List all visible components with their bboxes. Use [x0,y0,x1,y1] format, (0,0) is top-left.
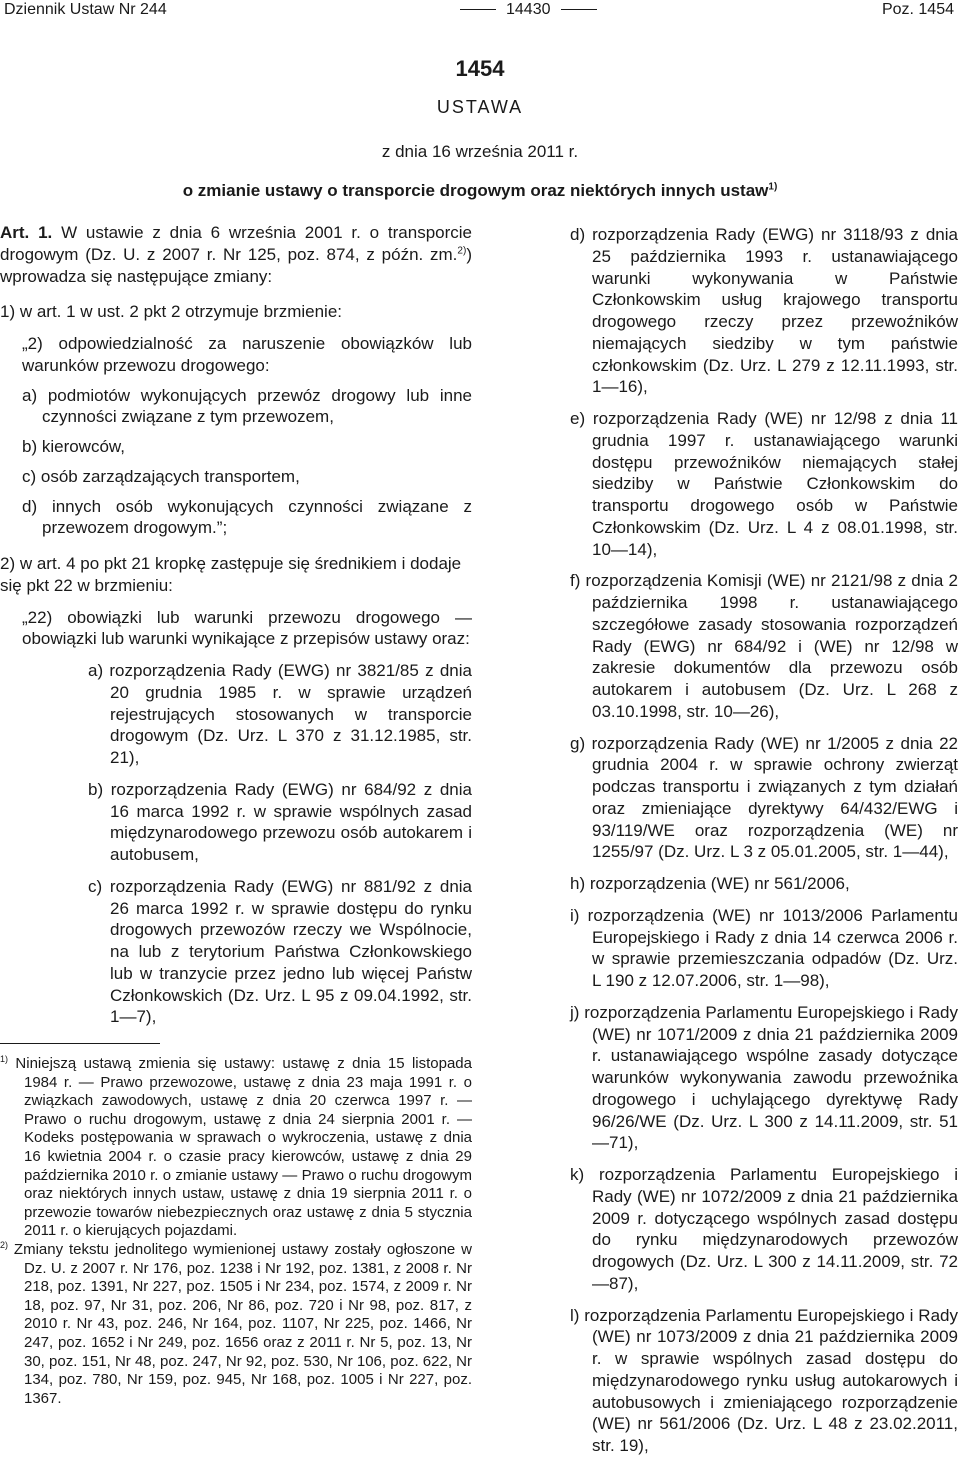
document-type: USTAWA [436,97,524,117]
point-2-item-a: a) rozporządzenia Rady (EWG) nr 3821/85 z dnia 20 grudnia 1985 r. w sprawie urządzeń rejestrujących stosowanych w transporcie drogowym (Dz. Urz. L 370 z 31.12.1985, str. 21), [88,661,472,767]
footnotes [0,1055,472,1408]
point-1-item-b: b) kierowców, [22,437,125,456]
document-title [0,180,960,202]
page-number [450,0,607,20]
point-1: 1) w art. 1 w ust. 2 pkt 2 otrzymuje brzmienie: [0,302,343,322]
left-column [0,222,472,1028]
point-1-quote: „2) odpowiedzialność za naruszenie obowiązków lub warunków przewozu drogowego: [22,334,472,375]
point-1-item-a: a) podmiotów wykonujących przewóz drogowy lub inne czynności związane z tym przewozem, [22,385,472,427]
document-date: z dnia 16 września 2011 r. [381,142,579,161]
page-header [0,0,960,22]
point-2: 2) w art. 4 po pkt 21 kropkę zastępuje się średnikiem i dodaje się pkt 22 w brzmieniu: [0,554,462,595]
list-item-h: h) rozporządzenia (WE) nr 561/2006, [570,874,850,893]
footnote-1 [0,1055,472,1241]
list-item-i: i) rozporządzenia (WE) nr 1013/2006 Parlamentu Europejskiego i Rady z dnia 14 czerwca 2006 r. w sprawie przemieszczania odpadów (Dz. Urz. L 190 z 12.07.2006, str. 1—98), [570,905,958,990]
list-item-g: g) rozporządzenia Rady (WE) nr 1/2005 z dnia 22 grudnia 2004 r. w sprawie ochrony zwierząt podczas transportu i związanych z tym działań oraz zmieniające dyrektywy 64/432/EWG i 93/119/WE oraz rozporządzenia (WE) nr 1255/97 (Dz. Urz. L 3 z 05.01.2005, str. 1—44), [570,733,958,862]
footnote-ref-1: 1) [768,181,778,193]
point-2-item-c: c) rozporządzenia Rady (EWG) nr 881/92 z dnia 26 marca 1992 r. w sprawie dostępu do rynku drogowych przewozów rzeczy we Wspólnocie, na lub z terytorium Państwa Członkowskiego lub w tranzycie przez jedno lub więcej Państw Członkowskich (Dz. Urz. L 95 z 09.04.1992, str. 1—7), [88,876,472,1027]
document-title-text: o zmianie ustawy o transporcie drogowym oraz niektórych innych ustaw [182,181,769,200]
journal-name: Dziennik Ustaw Nr 244 [4,1,167,18]
list-item-k: k) rozporządzenia Parlamentu Europejskiego i Rady (WE) nr 1072/2009 z dnia 21 października 2009 r. dotyczącego wspólnych zasad dostępu do rynku międzynarodowych przewozów drogowych (Dz. Urz. L 300 z 14.11.2009, str. 72—87), [570,1165,958,1293]
document-number: 1454 [455,56,505,81]
footnote-2-text: Zmiany tekstu jednolitego wymienionej ustawy zostały ogłoszone w Dz. U. z 2007 r. Nr 176, poz. 1238 i Nr 192, poz. 1381, z 2008 r. Nr 218, poz. 1391, Nr 227, poz. 1505 i Nr 234, poz. 1574, z 2009 r. Nr 18, poz. 97, Nr 31, poz. 206, Nr 86, poz. 720 i Nr 98, poz. 817, z 2010 r. Nr 43, poz. 246, Nr 164, poz. 1107, Nr 225, poz. 1466, Nr 247, poz. 1652 i Nr 249, poz. 1656 oraz z 2011 r. Nr 5, poz. 13, Nr 30, poz. 151, Nr 48, poz. 247, Nr 92, poz. 530, Nr 106, poz. 622, Nr 134, poz. 780, Nr 159, poz. 945, Nr 168, poz. 1005 i Nr 227, poz. 1367. [13,1240,472,1407]
page-number-text: 14430 [506,1,551,18]
point-2-quote: „22) obowiązki lub warunki przewozu drogowego — obowiązki lub warunki wynikające z przepisów ustawy oraz: [22,607,472,649]
list-item-f: f) rozporządzenia Komisji (WE) nr 2121/98 z dnia 2 października 1998 r. ustanawiającego szczegółowe zasady stosowania rozporządzeń Rady (EWG) nr 684/92 i (WE) nr 12/98 w zakresie dokumentów dla przewozu osób autokarem i autobusem (Dz. Urz. L 268 z 03.10.1998, str. 10—26), [570,571,958,721]
dash-rule-left [460,9,496,10]
article-label: Art. 1. [0,223,53,242]
list-item-d: d) rozporządzenia Rady (EWG) nr 3118/93 z dnia 25 października 1993 r. ustanawiającego warunki wykonywania w Państwie Członkowskim usług krajowego transportu drogowego rzeczy przez przewoźników niemających siedziby w tym państwie członkowskim (Dz. Urz. L 279 z 12.11.1993, str. 1—16), [570,225,958,397]
list-item-e: e) rozporządzenia Rady (WE) nr 12/98 z dnia 11 grudnia 1997 r. ustanawiającego warunki dostępu przewoźników niemających stałej siedziby w Państwie Członkowskim do transportu drogowego osób w Państwie Członkowskim (Dz. Urz. L 4 z 08.01.1998, str. 10—14), [570,409,958,559]
intro-text-b: ) wprowadza się następujące zmiany: [0,244,472,286]
list-item-j: j) rozporządzenia Parlamentu Europejskiego i Rady (WE) nr 1071/2009 z dnia 21 października 2009 r. ustanawiającego wspólne zasady dotyczące warunków wykonywania zawodu przewoźnika drogowego i uchylającego dyrektywę Rady 96/26/WE (Dz. Urz. L 300 z 14.11.2009, str. 51—71), [570,1002,958,1153]
intro-text-a: W ustawie z dnia 6 września 2001 r. o transporcie drogowym (Dz. U. z 2007 r. Nr 125, poz. 874, z późn. zm. [0,223,472,264]
footnote-2 [0,1241,472,1408]
footnote-1-mark: 1) [0,1054,9,1064]
footnote-ref-2: 2) [457,245,467,257]
footnote-2-mark: 2) [0,1239,9,1250]
article-1-intro [0,222,472,287]
point-1-item-c: c) osób zarządzających transportem, [22,466,300,486]
footnote-rule [0,1043,160,1044]
point-2-item-b: b) rozporządzenia Rady (EWG) nr 684/92 z dnia 16 marca 1992 r. w sprawie wspólnych zasad międzynarodowego przewozu osób autokarem i autobusem, [88,779,472,864]
position-number: Poz. 1454 [881,1,954,18]
point-1-item-d: d) innych osób wykonujących czynności związane z przewozem drogowym.”; [22,496,472,538]
footnote-1-text: Niniejszą ustawą zmienia się ustawy: ustawę z dnia 15 listopada 1984 r. — Prawo przewozowe, ustawę z dnia 23 maja 1991 r. o związkach zawodowych, ustawę z dnia 20 czerwca 1997 r. — Prawo o ruchu drogowym, ustawę z dnia 24 sierpnia 2001 r. — Kodeks postępowania w sprawach o wykroczenia, ustawę z dnia 16 kwietnia 2004 r. o czasie pracy kierowców, ustawę z dnia 29 października 2010 r. o zmianie ustawy — Prawo o ruchu drogowym oraz niektórych innych ustaw, ustawę z dnia 19 sierpnia 2011 r. o przewozie towarów niebezpiecznych oraz ustawę z dnia 5 stycznia 2011 r. o kierujących pojazdami. [15,1055,472,1240]
dash-rule-right [561,9,597,10]
right-column [570,224,958,1467]
list-item-l: l) rozporządzenia Parlamentu Europejskiego i Rady (WE) nr 1073/2009 z dnia 21 października 2009 r. w sprawie wspólnych zasad dostępu do międzynarodowego rynku usług autokarowych i autobusowych i zmieniającego rozporządzenie (WE) nr 561/2006 (Dz. Urz. L 48 z 23.02.2011, str. 19), [570,1305,958,1455]
